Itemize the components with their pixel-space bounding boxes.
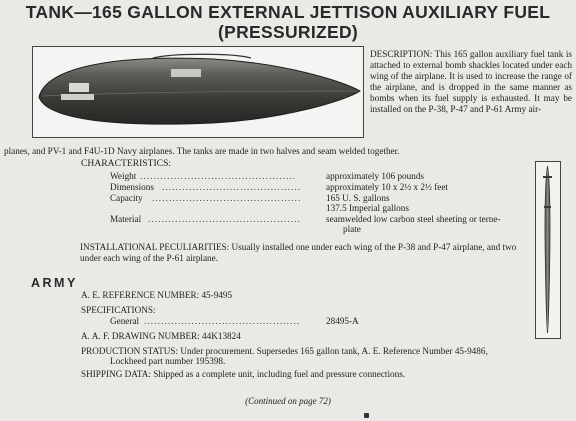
char-row-material-cont: [110, 224, 530, 235]
char-value: 165 U. S. gallons: [326, 193, 390, 203]
description-continuation: planes, and PV-1 and F4U-1D Navy airplanes. The tanks are made in two halves and seam welded together.: [4, 146, 400, 156]
army-heading: ARMY: [31, 276, 78, 290]
tank-photo: [32, 46, 364, 138]
page-mark: [364, 413, 369, 418]
char-label: Dimensions: [110, 182, 154, 192]
leader-dots: .............................................: [148, 214, 301, 224]
char-label: Capacity: [110, 193, 143, 203]
production-status: PRODUCTION STATUS: Under procurement. Supersedes 165 gallon tank, A. E. Reference Number 45-9486,: [81, 346, 488, 356]
leader-dots: ..............................................: [140, 171, 297, 181]
char-value: plate: [343, 224, 361, 234]
char-row-dimensions: [110, 182, 530, 193]
leader-dots: ............................................: [152, 193, 302, 203]
description-text: DESCRIPTION: This 165 gallon auxiliary fuel tank is attached to external bomb shackles located under each wing of the airplane. It is used to increase the range of the airplane, and is dropped in the same manner as bombs when its fuel supply is exhausted. It may be installed on the P-38, P-47 and P-61 Army air-: [370, 49, 572, 114]
installation-text: INSTALLATIONAL PECULIARITIES: Usually installed one under each wing of the P-38 and P-47 airplane, and two under each wing of the P-61 airplane.: [80, 242, 517, 263]
char-value: seamwelded low carbon steel sheeting or terne-: [326, 214, 501, 224]
characteristics-heading: CHARACTERISTICS:: [81, 158, 172, 169]
specifications-heading: SPECIFICATIONS:: [81, 305, 156, 315]
char-row-weight: [110, 171, 530, 182]
leader-dots: ..............................................: [144, 316, 301, 326]
continued-note: (Continued on page 72): [245, 396, 331, 406]
ae-reference-number: A. E. REFERENCE NUMBER: 45-9495: [81, 290, 233, 300]
spec-value: 28495-A: [326, 316, 359, 326]
page-subtitle: (PRESSURIZED): [217, 22, 359, 42]
char-value: approximately 10 x 2½ x 2½ feet: [326, 182, 448, 192]
page-title: TANK—165 GALLON EXTERNAL JETTISON AUXILIARY FUEL: [25, 2, 551, 22]
tank-illustration: [33, 47, 365, 139]
char-label: Weight: [110, 171, 137, 181]
aaf-drawing-number: A. A. F. DRAWING NUMBER: 44K13824: [81, 331, 241, 341]
tank-profile-illustration: [536, 162, 559, 337]
production-status-cont: Lockheed part number 195398.: [110, 356, 226, 366]
tank-side-view: [535, 161, 561, 339]
shipping-data: SHIPPING DATA: Shipped as a complete unit, including fuel and pressure connections.: [81, 369, 406, 379]
char-label: Material: [110, 214, 142, 224]
char-value: approximately 106 pounds: [326, 171, 424, 181]
spec-label: General: [110, 316, 140, 326]
spec-row-general: [110, 316, 410, 327]
char-row-capacity-imperial: [110, 203, 530, 214]
char-value: 137.5 Imperial gallons: [326, 203, 409, 213]
leader-dots: .........................................: [162, 182, 302, 192]
